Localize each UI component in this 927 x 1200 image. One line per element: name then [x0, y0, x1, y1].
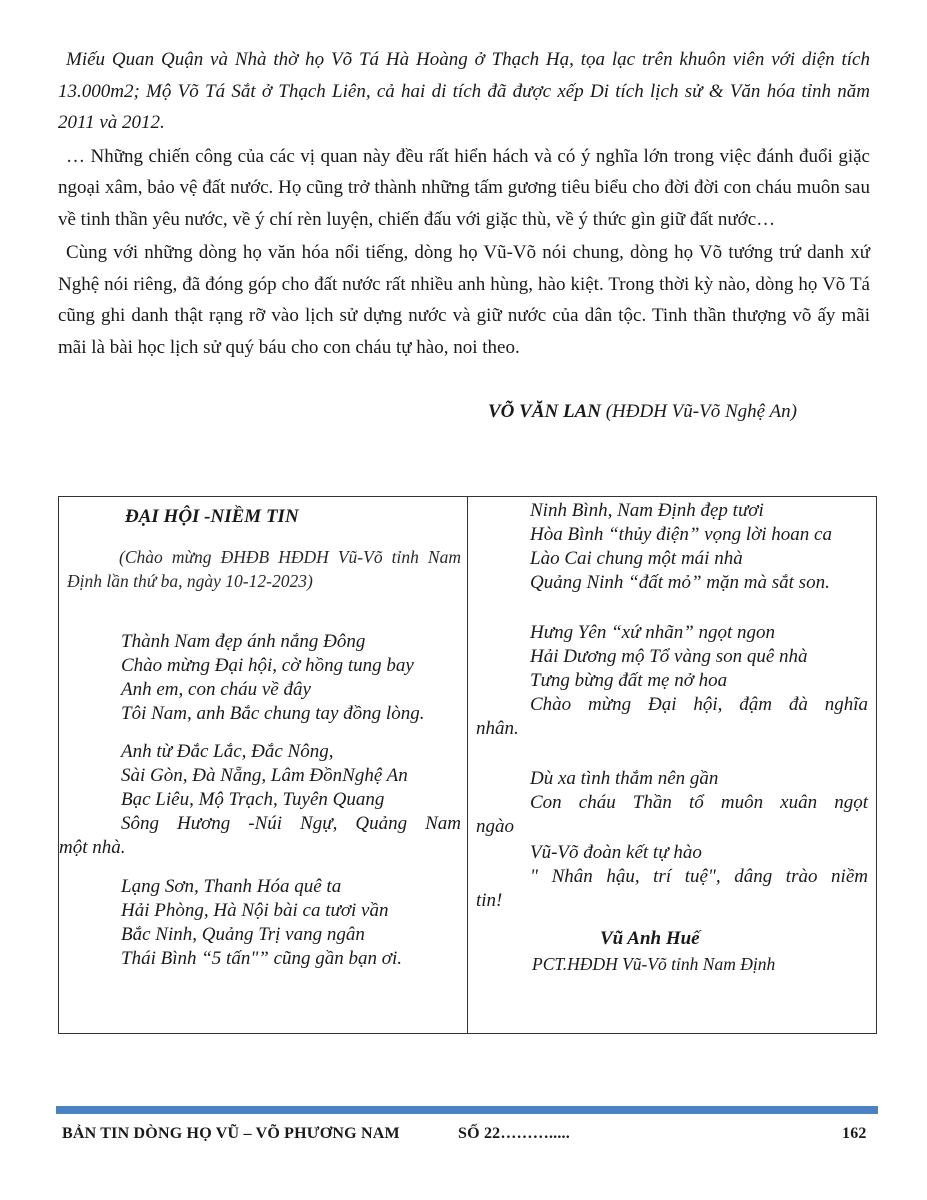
poem-line-continuation: ngào [476, 816, 514, 837]
poem-stanza-right-2 [530, 621, 868, 717]
poem-line: Chào mừng Đại hội, cờ hồng tung bay [121, 655, 414, 676]
poem-line: Anh em, con cháu về đây [121, 679, 311, 700]
poem-line: Bắc Ninh, Quảng Trị vang ngân [121, 924, 365, 945]
poem-line: Con cháu Thần tổ muôn xuân ngọt [530, 792, 868, 813]
poem-line: Dù xa tình thắm nên gần [530, 768, 719, 789]
poem-line: Vũ-Võ đoàn kết tự hào [530, 842, 702, 863]
footer-issue: SỐ 22………..... [458, 1125, 570, 1142]
poem-title: ĐẠI HỘI -NIỀM TIN [125, 506, 299, 527]
footer-bar [56, 1106, 878, 1114]
poem-stanza-right-1 [530, 499, 832, 595]
poem-line: Chào mừng Đại hội, đậm đà nghĩa [530, 694, 868, 715]
poem-line: Tôi Nam, anh Bắc chung tay đồng lòng. [121, 703, 425, 724]
poem-line: Thành Nam đẹp ánh nắng Đông [121, 631, 366, 652]
poem-line-continuation: nhân. [476, 718, 519, 739]
article-paragraph-1: Miếu Quan Quận và Nhà thờ họ Võ Tá Hà Hoàng ở Thạch Hạ, tọa lạc trên khuôn viên với diện tích 13.000m2; Mộ Võ Tá Sắt ở Thạch Liên, cả hai di tích đã được xếp Di tích lịch sử & Văn hóa tỉnh năm 2011 và 2012. [58, 49, 870, 133]
author-org: (HĐDH Vũ-Võ Nghệ An) [600, 401, 797, 422]
poem-line: Sài Gòn, Đà Nẵng, Lâm ĐồnNghệ An [121, 765, 408, 786]
article-paragraph-3: Cùng với những dòng họ văn hóa nổi tiếng, dòng họ Vũ-Võ nói chung, dòng họ Võ tướng trứ danh xứ Nghệ nói riêng, đã đóng góp cho đất nước rất nhiều anh hùng, hào kiệt. Trong thời kỳ nào, dòng họ Võ Tá cũng ghi danh thật rạng rỡ vào lịch sử dựng nước và giữ nước của dân tộc. Tinh thần thượng võ ấy mãi mãi là bài học lịch sử quý báu cho con cháu tự hào, noi theo. [58, 242, 870, 358]
article-body [58, 44, 870, 365]
poem-column-divider [467, 497, 468, 1033]
poem-subtitle: (Chào mừng ĐHĐB HĐDH Vũ-Võ tỉnh Nam Định lần thứ ba, ngày 10-12-2023) [67, 547, 461, 591]
poem-line-continuation: tin! [476, 890, 503, 911]
poem-stanza-right-3b [530, 841, 868, 889]
article-paragraph-2: … Những chiến công của các vị quan này đều rất hiển hách và có ý nghĩa lớn trong việc đánh đuổi giặc ngoại xâm, bảo vệ đất nước. Họ cũng trở thành những tấm gương tiêu biểu cho đời đời con cháu muôn sau về tinh thần yêu nước, về ý chí rèn luyện, chiến đấu với giặc thù, về ý thức gìn giữ đất nước… [58, 145, 870, 230]
poem-line: Hải Phòng, Hà Nội bài ca tươi vần [121, 900, 389, 921]
poem-line: Bạc Liêu, Mộ Trạch, Tuyên Quang [121, 789, 385, 810]
poem-line: Tưng bừng đất mẹ nở hoa [530, 670, 728, 691]
poem-line: Anh từ Đắc Lắc, Đắc Nông, [121, 741, 334, 762]
poem-line: Hòa Bình “thủy điện” vọng lời hoan ca [530, 524, 832, 545]
poem-box [58, 496, 877, 1034]
poem-line: Lạng Sơn, Thanh Hóa quê ta [121, 876, 342, 897]
poem-line: Thái Bình “5 tấn"” cũng gần bạn ơi. [121, 948, 402, 969]
poem-stanza-left-2 [121, 740, 461, 836]
footer-publication: BẢN TIN DÒNG HỌ VŨ – VÕ PHƯƠNG NAM [62, 1125, 400, 1142]
poem-stanza-left-1 [121, 630, 424, 726]
footer-page-number: 162 [842, 1125, 867, 1142]
poem-line-continuation: một nhà. [59, 837, 126, 858]
poem-line: Quảng Ninh “đất mỏ” mặn mà sắt son. [530, 572, 830, 593]
article-author [488, 401, 797, 423]
poem-line: " Nhân hậu, trí tuệ", dâng trào niềm [530, 866, 868, 887]
poem-line: Sông Hương -Núi Ngự, Quảng Nam [121, 813, 461, 834]
poem-signature-role: PCT.HĐDH Vũ-Võ tỉnh Nam Định [532, 954, 776, 974]
poem-line: Ninh Bình, Nam Định đẹp tươi [530, 500, 764, 521]
poem-stanza-left-3 [121, 875, 402, 971]
poem-signature-name: Vũ Anh Huế [600, 928, 700, 949]
poem-line: Hải Dương mộ Tổ vàng son quê nhà [530, 646, 808, 667]
poem-stanza-right-3 [530, 767, 868, 815]
poem-line: Lào Cai chung một mái nhà [530, 548, 743, 569]
author-name: VÕ VĂN LAN [488, 401, 601, 422]
poem-line: Hưng Yên “xứ nhãn” ngọt ngon [530, 622, 776, 643]
